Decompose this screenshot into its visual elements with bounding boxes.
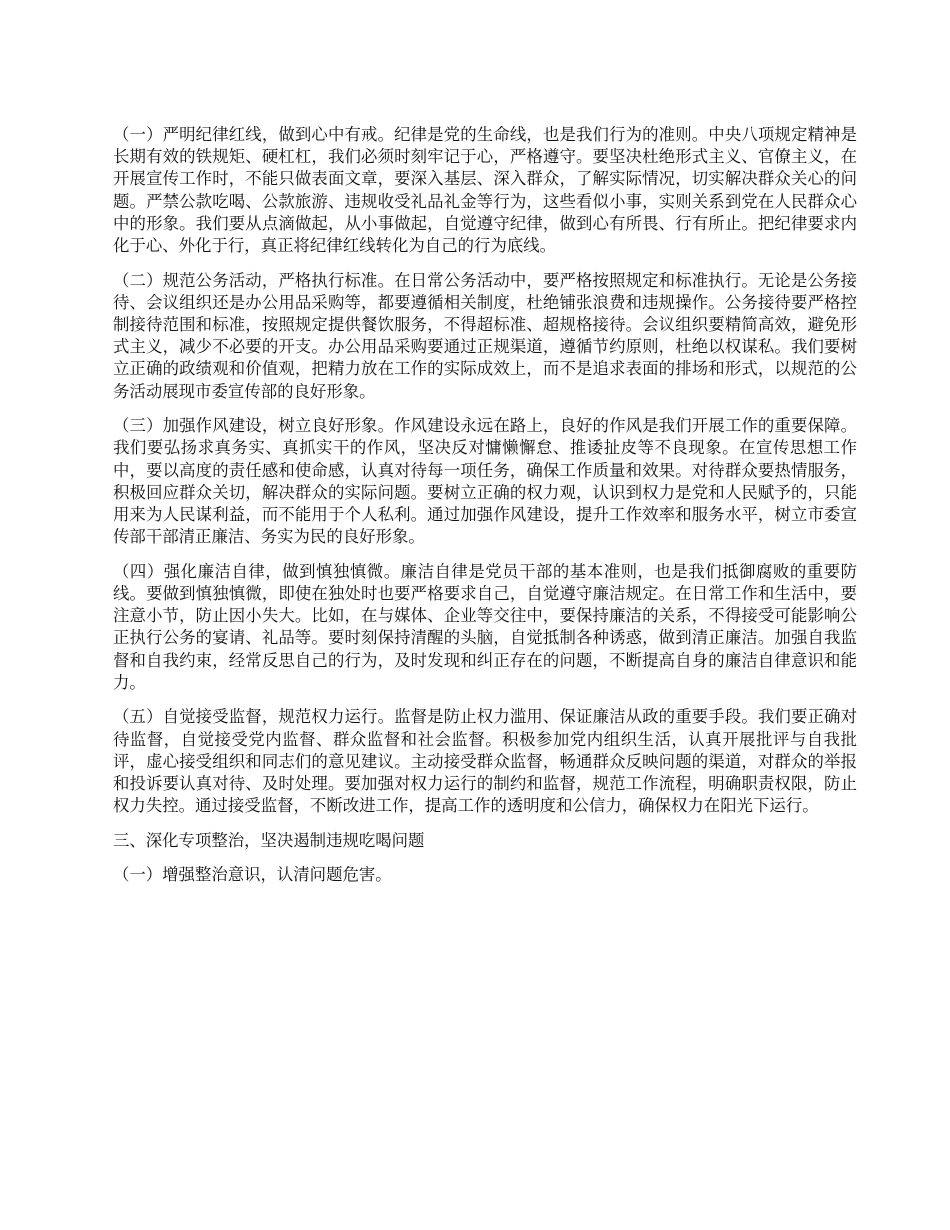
paragraph-work-style: （三）加强作风建设，树立良好形象。作风建设永远在路上，良好的作风是我们开展工作的重要保障。我们要弘扬求真务实、真抓实干的作风，坚决反对慵懒懈怠、推诿扯皮等不良现象。在宣传思想工作中，要以高度的责任感和使命感，认真对待每一项任务，确保工作质量和效果。对待群众要热情服务，积极回应群众关切，解决群众的实际问题。要树立正确的权力观，认识到权力是党和人民赋予的，只能用来为人民谋利益，而不能用于个人私利。通过加强作风建设，提升工作效率和服务水平，树立市委宣传部干部清正廉洁、务实为民的良好形象。 [113, 416, 857, 547]
paragraph-discipline: （一）严明纪律红线，做到心中有戒。纪律是党的生命线，也是我们行为的准则。中央八项规定精神是长期有效的铁规矩、硬杠杠，我们必须时刻牢记于心，严格遵守。要坚决杜绝形式主义、官僚主义，在开展宣传工作时，不能只做表面文章，要深入基层、深入群众，了解实际情况，切实解决群众关心的问题。严禁公款吃喝、公款旅游、违规收受礼品礼金等行为，这些看似小事，实则关系到党在人民群众心中的形象。我们要从点滴做起，从小事做起，自觉遵守纪律，做到心有所畏、行有所止。把纪律要求内化于心、外化于行，真正将纪律红线转化为自己的行为底线。 [113, 125, 857, 256]
paragraph-self-discipline: （四）强化廉洁自律，做到慎独慎微。廉洁自律是党员干部的基本准则，也是我们抵御腐败的重要防线。要做到慎独慎微，即使在独处时也要严格要求自己，自觉遵守廉洁规定。在日常工作和生活中，要注意小节，防止因小失大。比如，在与媒体、企业等交往中，要保持廉洁的关系，不得接受可能影响公正执行公务的宴请、礼品等。要时刻保持清醒的头脑，自觉抵制各种诱惑，做到清正廉洁。加强自我监督和自我约束，经常反思自己的行为，及时发现和纠正存在的问题，不断提高自身的廉洁自律意识和能力。 [113, 561, 857, 692]
paragraph-official-activities: （二）规范公务活动，严格执行标准。在日常公务活动中，要严格按照规定和标准执行。无论是公务接待、会议组织还是办公用品采购等，都要遵循相关制度，杜绝铺张浪费和违规操作。公务接待要严格控制接待范围和标准，按照规定提供餐饮服务，不得超标准、超规格接待。会议组织要精简高效，避免形式主义，减少不必要的开支。办公用品采购要通过正规渠道，遵循节约原则，杜绝以权谋私。我们要树立正确的政绩观和价值观，把精力放在工作的实际成效上，而不是追求表面的排场和形式，以规范的公务活动展现市委宣传部的良好形象。 [113, 270, 857, 401]
sub-heading: （一）增强整治意识，认清问题危害。 [113, 865, 392, 885]
document-page [113, 124, 857, 899]
section-heading: 三、深化专项整治，坚决遏制违规吃喝问题 [113, 830, 425, 850]
paragraph-supervision: （五）自觉接受监督，规范权力运行。监督是防止权力滥用、保证廉洁从政的重要手段。我们要正确对待监督，自觉接受党内监督、群众监督和社会监督。积极参加党内组织生活，认真开展批评与自我批评，虚心接受组织和同志们的意见建议。主动接受群众监督，畅通群众反映问题的渠道，对群众的举报和投诉要认真对待、及时处理。要加强对权力运行的制约和监督，规范工作流程，明确职责权限，防止权力失控。通过接受监督，不断改进工作，提高工作的透明度和公信力，确保权力在阳光下运行。 [113, 707, 857, 816]
